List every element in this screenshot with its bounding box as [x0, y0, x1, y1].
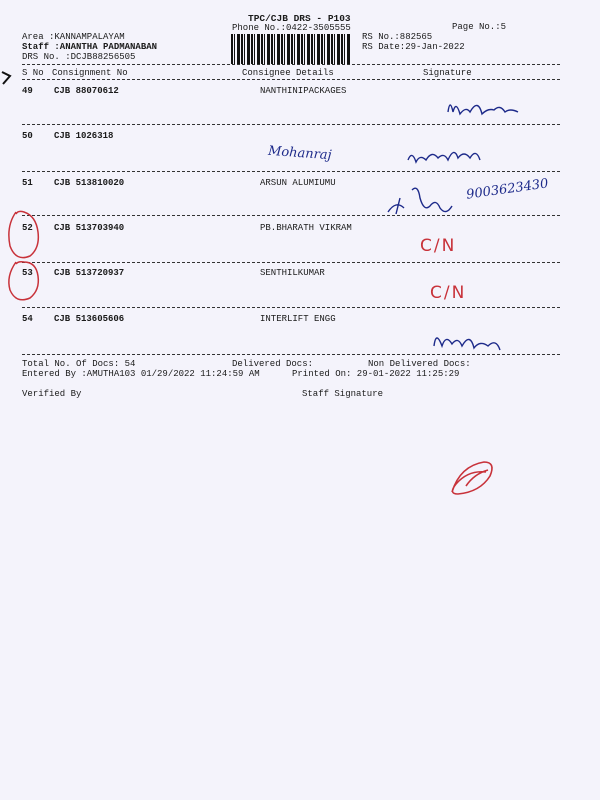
barcode [231, 34, 351, 64]
staff-label: Staff :ANANTHA PADMANABAN [22, 42, 158, 52]
total-docs: Total No. Of Docs: 54 [22, 359, 136, 369]
column-signature: Signature [423, 68, 472, 78]
row-consignee: SENTHILKUMAR [260, 268, 325, 278]
signature-row-50 [408, 152, 480, 162]
row-sno: 50 [22, 131, 33, 141]
row-divider [22, 262, 560, 263]
row-consignment: CJB 513810020 [54, 178, 125, 188]
handwritten-cn-note: C/N [430, 283, 467, 303]
circle-row-52 [9, 211, 38, 257]
handwritten-phone: 9003623430 [465, 176, 550, 203]
signature-row-54 [434, 338, 500, 350]
divider [22, 79, 560, 80]
handwritten-cn-note: C/N [420, 236, 457, 256]
margin-mark [2, 72, 10, 84]
row-sno: 52 [22, 223, 33, 233]
row-divider [22, 124, 560, 125]
row-consignee: INTERLIFT ENGG [260, 314, 336, 324]
row-divider [22, 215, 560, 216]
column-consignment: Consignment No [52, 68, 128, 78]
non-delivered-docs: Non Delivered Docs: [368, 359, 471, 369]
row-sno: 51 [22, 178, 33, 188]
column-sno: S No [22, 68, 44, 78]
page-number: Page No.:5 [452, 22, 507, 32]
area-label: Area :KANNAMPALAYAM [22, 32, 125, 42]
handwritten-name: Mohanraj [267, 143, 333, 164]
row-consignment: CJB 513720937 [54, 268, 125, 278]
row-sno: 49 [22, 86, 33, 96]
row-consignee: NANTHINIPACKAGES [260, 86, 347, 96]
signature-row-49 [448, 105, 518, 114]
phone-number: Phone No.:0422-3505555 [232, 23, 351, 33]
entered-by: Entered By :AMUTHA103 01/29/2022 11:24:59 AM [22, 369, 260, 379]
red-scribble [452, 462, 492, 494]
row-consignment: CJB 513605606 [54, 314, 125, 324]
row-consignment: CJB 1026318 [54, 131, 114, 141]
row-sno: 53 [22, 268, 33, 278]
row-divider [22, 307, 560, 308]
column-consignee: Consignee Details [242, 68, 334, 78]
delivered-docs: Delivered Docs: [232, 359, 314, 369]
signature-row-51 [388, 188, 452, 214]
row-consignee: ARSUN ALUMIUMU [260, 178, 336, 188]
row-divider [22, 171, 560, 172]
staff-signature: Staff Signature [302, 389, 384, 399]
row-consignee: PB.BHARATH VIKRAM [260, 223, 352, 233]
rs-number: RS No.:882565 [362, 32, 433, 42]
row-sno: 54 [22, 314, 33, 324]
sheet-title: TPC/CJB DRS - P103 [248, 13, 351, 24]
row-divider [22, 354, 560, 355]
printed-on: Printed On: 29-01-2022 11:25:29 [292, 369, 460, 379]
verified-by: Verified By [22, 389, 82, 399]
drs-number: DRS No. :DCJB88256505 [22, 52, 136, 62]
divider [22, 64, 560, 65]
row-consignment: CJB 513703940 [54, 223, 125, 233]
rs-date: RS Date:29-Jan-2022 [362, 42, 465, 52]
row-consignment: CJB 88070612 [54, 86, 119, 96]
